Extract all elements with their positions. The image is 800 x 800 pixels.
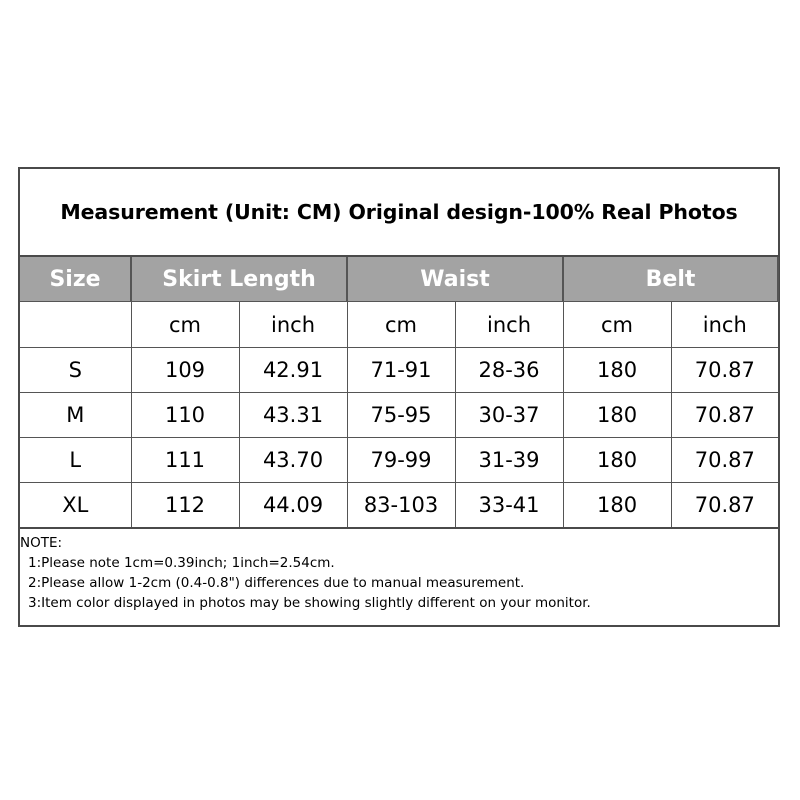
size-cell: L [20, 438, 131, 483]
size-cell: M [20, 393, 131, 438]
note-line: 1:Please note 1cm=0.39inch; 1inch=2.54cm. [28, 555, 335, 571]
value-cell: 112 [131, 483, 239, 529]
value-cell: 70.87 [671, 483, 778, 529]
size-chart [18, 167, 780, 627]
value-cell: 109 [131, 348, 239, 393]
value-cell: 31-39 [455, 438, 563, 483]
size-cell: XL [20, 483, 131, 529]
value-cell: 43.31 [239, 393, 347, 438]
belt-header: Belt [563, 257, 778, 302]
value-cell: 110 [131, 393, 239, 438]
skirt-length-header: Skirt Length [131, 257, 347, 302]
header-row [20, 257, 778, 302]
table-row [20, 483, 778, 529]
unit-row [20, 302, 778, 348]
note-line: 3:Item color displayed in photos may be showing slightly different on your monitor. [28, 595, 591, 611]
size-header: Size [20, 257, 131, 302]
value-cell: 70.87 [671, 438, 778, 483]
table-row [20, 348, 778, 393]
unit-cell: cm [131, 302, 239, 348]
note-line: 2:Please allow 1-2cm (0.4-0.8") differences due to manual measurement. [28, 575, 525, 591]
value-cell: 70.87 [671, 393, 778, 438]
value-cell: 111 [131, 438, 239, 483]
value-cell: 28-36 [455, 348, 563, 393]
value-cell: 75-95 [347, 393, 455, 438]
value-cell: 42.91 [239, 348, 347, 393]
unit-cell: inch [671, 302, 778, 348]
size-table [20, 257, 779, 529]
notes-heading: NOTE: [20, 535, 63, 551]
value-cell: 180 [563, 483, 671, 529]
value-cell: 43.70 [239, 438, 347, 483]
value-cell: 30-37 [455, 393, 563, 438]
size-cell: S [20, 348, 131, 393]
unit-cell: cm [347, 302, 455, 348]
unit-blank-cell [20, 302, 131, 348]
waist-header: Waist [347, 257, 563, 302]
value-cell: 33-41 [455, 483, 563, 529]
value-cell: 83-103 [347, 483, 455, 529]
unit-cell: inch [455, 302, 563, 348]
notes-section [20, 533, 778, 613]
value-cell: 180 [563, 393, 671, 438]
chart-title: Measurement (Unit: CM) Original design-100% Real Photos [20, 169, 778, 257]
table-row [20, 393, 778, 438]
value-cell: 180 [563, 348, 671, 393]
table-row [20, 438, 778, 483]
value-cell: 44.09 [239, 483, 347, 529]
unit-cell: inch [239, 302, 347, 348]
value-cell: 180 [563, 438, 671, 483]
value-cell: 79-99 [347, 438, 455, 483]
unit-cell: cm [563, 302, 671, 348]
value-cell: 70.87 [671, 348, 778, 393]
value-cell: 71-91 [347, 348, 455, 393]
